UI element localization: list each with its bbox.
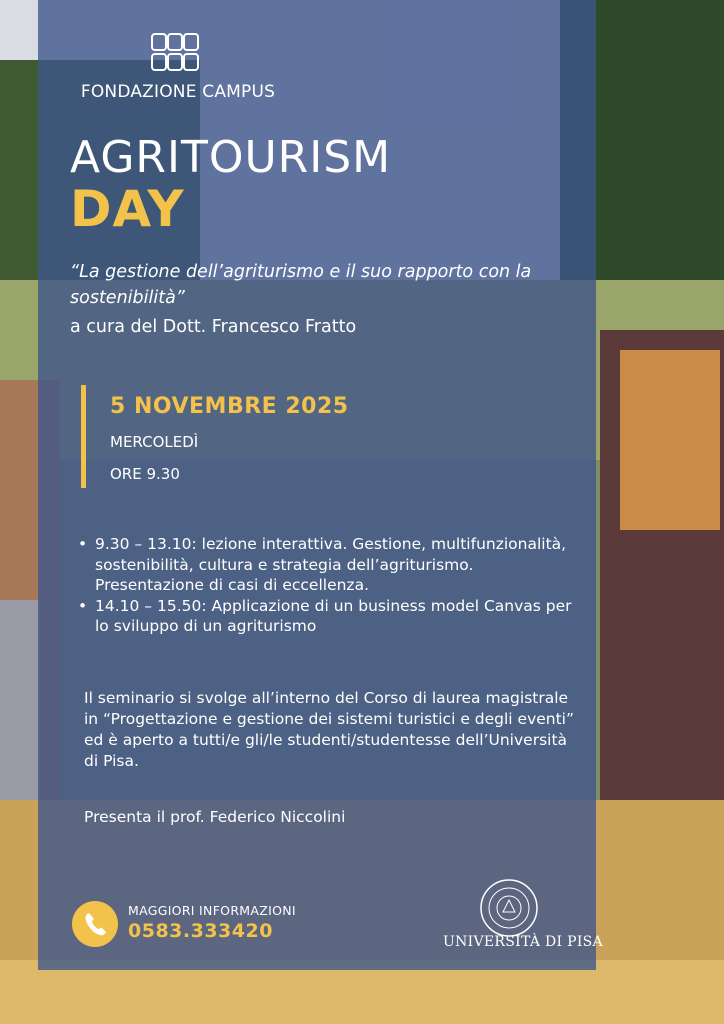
university-name: UNIVERSITÀ DI PISA bbox=[443, 934, 603, 950]
event-title-line2: DAY bbox=[70, 180, 185, 238]
event-date: 5 NOVEMBRE 2025 bbox=[110, 394, 349, 419]
program-list bbox=[78, 534, 578, 637]
presenter: Presenta il prof. Federico Niccolini bbox=[84, 808, 346, 826]
phone-badge bbox=[72, 901, 118, 947]
contact-phone: 0583.333420 bbox=[128, 920, 273, 942]
event-weekday: MERCOLEDÌ bbox=[110, 433, 199, 451]
event-curator: a cura del Dott. Francesco Fratto bbox=[70, 317, 357, 337]
phone-icon bbox=[72, 901, 118, 947]
contact-label: MAGGIORI INFORMAZIONI bbox=[128, 903, 296, 918]
event-time: ORE 9.30 bbox=[110, 465, 180, 483]
event-title-line1: AGRITOURISM bbox=[70, 132, 392, 183]
event-subtitle: “La gestione dell’agriturismo e il suo rapporto con la sostenibilità” bbox=[70, 262, 532, 308]
program-item: • 14.10 – 15.50: Applicazione di un business model Canvas per lo sviluppo di un agriturismo bbox=[78, 596, 578, 637]
campus-logo-icon bbox=[148, 32, 204, 74]
university-seal-icon bbox=[478, 877, 540, 939]
seminar-description: Il seminario si svolge all’interno del Corso di laurea magistrale in “Progettazione e gestione dei sistemi turistici e degli eventi” ed è aperto a tutti/e gli/le studenti/studentesse dell’Università di Pisa. bbox=[84, 689, 575, 770]
program-item: • 9.30 – 13.10: lezione interattiva. Gestione, multifunzionalità, sostenibilità, cultura e strategia dell’agriturismo. Presentazione di casi di eccellenza. bbox=[78, 534, 578, 596]
date-accent-bar bbox=[81, 385, 86, 488]
organization-name: FONDAZIONE CAMPUS bbox=[80, 82, 276, 102]
